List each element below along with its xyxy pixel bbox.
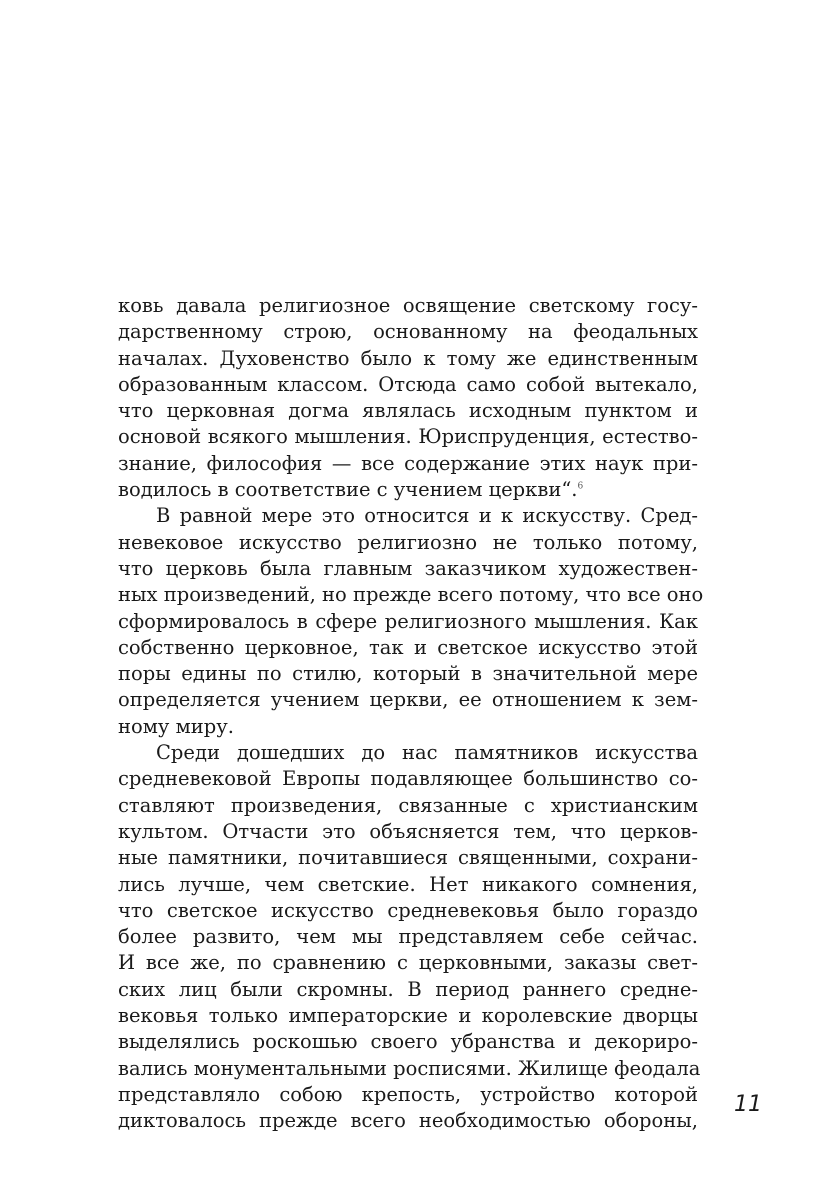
page-number: 11 — [734, 1092, 762, 1117]
text-line: определяется учением церкви, ее отношением к зем- — [118, 688, 698, 712]
text-line: ные памятники, почитавшиеся священными, сохрани- — [118, 846, 698, 870]
text-line-content: водилось в соответствие с учением церкви“. — [118, 478, 578, 502]
text-line: ному миру. — [118, 714, 234, 738]
text-line: что светское искусство средневековья было гораздо — [118, 898, 698, 922]
text-line: более развито, чем мы представляем себе сейчас. — [118, 925, 698, 949]
text-line: ставляют произведения, связанные с христианским — [118, 793, 698, 817]
text-line: И все же, по сравнению с церковными, заказы свет- — [118, 951, 698, 975]
text-line: невековое искусство религиозно не только потому, — [118, 530, 698, 554]
text-line: что церковь была главным заказчиком художествен- — [118, 556, 698, 580]
paragraph-2 — [118, 503, 704, 740]
paragraph-1 — [118, 293, 698, 503]
text-line: культом. Отчасти это объясняется тем, что церков- — [118, 819, 698, 843]
text-line: средневековой Европы подавляющее большинство со- — [118, 767, 698, 791]
text-line: образованным классом. Отсюда само собой вытекало, — [118, 372, 698, 396]
text-line: собственно церковное, так и светское искусство этой — [118, 635, 698, 659]
text-line: поры едины по стилю, который в значительной мере — [118, 662, 698, 686]
text-line: дарственному строю, основанному на феодальных — [118, 320, 698, 344]
text-line: выделялись роскошью своего убранства и декориро- — [118, 1030, 698, 1054]
text-line: диктовалось прежде всего необходимостью обороны, — [118, 1109, 698, 1133]
text-line: сформировалось в сфере религиозного мышления. Как — [118, 609, 698, 633]
text-line — [118, 477, 698, 503]
text-line: вековья только императорские и королевские дворцы — [118, 1004, 698, 1028]
text-line: В равной мере это относится и к искусству. Сред- — [156, 504, 698, 528]
text-line: представляло собою крепость, устройство которой — [118, 1082, 698, 1106]
text-line: началах. Духовенство было к тому же единственным — [118, 346, 698, 370]
text-line: основой всякого мышления. Юриспруденция, естество- — [118, 425, 698, 449]
text-line: лись лучше, чем светские. Нет никакого сомнения, — [118, 872, 698, 896]
text-line: вались монументальными росписями. Жилище феодала — [118, 1056, 701, 1080]
body-text — [118, 293, 704, 1135]
text-line: ных произведений, но прежде всего потому, что все оно — [118, 583, 704, 607]
text-line: ковь давала религиозное освящение светскому госу- — [118, 294, 698, 317]
text-line: ских лиц были скромны. В период раннего средне- — [118, 977, 698, 1001]
text-line: знание, философия — все содержание этих наук при- — [118, 451, 698, 475]
text-line: Среди дошедших до нас памятников искусства — [156, 741, 698, 765]
footnote-marker: 6 — [577, 481, 584, 492]
paragraph-3 — [118, 740, 701, 1134]
text-line: что церковная догма являлась исходным пунктом и — [118, 399, 698, 423]
